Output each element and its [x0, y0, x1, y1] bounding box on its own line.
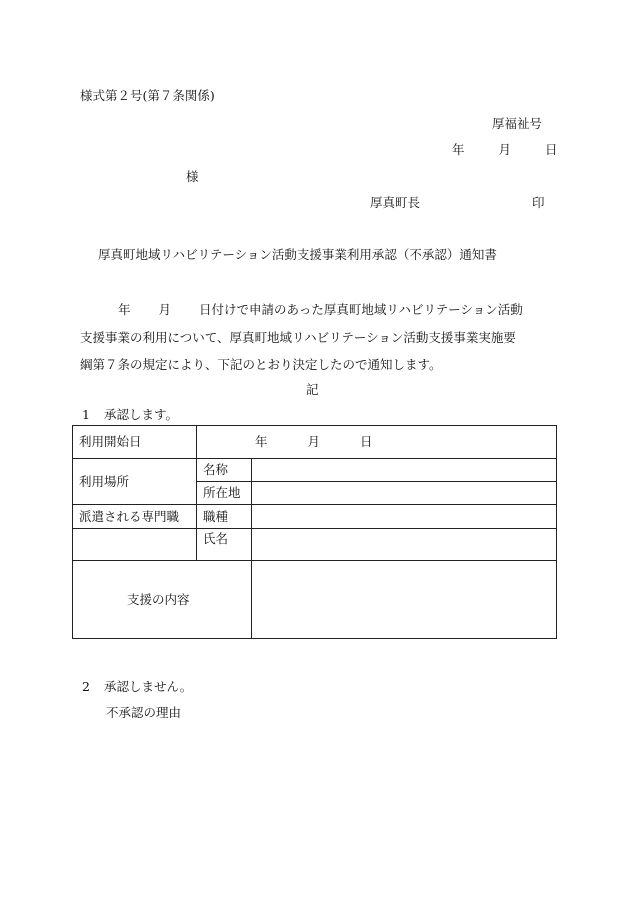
start-date-year: 年 — [255, 434, 268, 449]
section-1-heading — [82, 407, 178, 423]
rejection-reason-label: 不承認の理由 — [106, 705, 182, 720]
specialist-blank — [73, 529, 197, 561]
approval-details-table — [72, 425, 557, 639]
table-row — [73, 459, 557, 482]
start-date-month: 月 — [307, 434, 321, 449]
place-label: 利用場所 — [73, 459, 197, 505]
issuer: 厚真町長 — [370, 195, 421, 210]
table-row — [73, 529, 557, 561]
issue-date-day: 日 — [544, 142, 558, 157]
body-line-1-rest: 日付けで申請のあった厚真町地域リハビリテーション活動 — [199, 302, 523, 317]
place-name-value — [252, 459, 557, 482]
start-date-value — [197, 426, 557, 459]
support-content-label: 支援の内容 — [73, 561, 252, 639]
section-1-label: 承認します。 — [103, 407, 178, 422]
specialist-label: 派遣される専門職 — [73, 505, 197, 529]
start-date-label: 利用開始日 — [73, 426, 197, 459]
ki-heading: 記 — [306, 382, 319, 397]
issue-date-month: 月 — [498, 142, 511, 157]
body-year: 年 — [118, 302, 131, 317]
section-2-number: 2 — [82, 679, 90, 694]
occupation-value — [252, 505, 557, 529]
section-1-number: 1 — [82, 407, 90, 422]
body-line-1 — [80, 296, 560, 324]
reference-number: 厚福祉号 — [492, 116, 543, 131]
form-number: 様式第２号(第７条関係) — [80, 88, 215, 103]
section-2-label: 承認しません。 — [103, 679, 193, 694]
body-line-3: 綱第７条の規定により、下記のとおり決定したので通知します。 — [80, 357, 442, 372]
place-address-label: 所在地 — [197, 482, 252, 505]
issue-date — [452, 142, 557, 158]
place-name-label: 名称 — [197, 459, 252, 482]
body-month: 月 — [158, 302, 172, 317]
document-title: 厚真町地域リハビリテーション活動支援事業利用承認（不承認）通知書 — [98, 247, 497, 262]
occupation-label: 職種 — [197, 505, 252, 529]
support-content-value — [252, 561, 557, 639]
issue-date-year: 年 — [452, 142, 465, 157]
table-row — [73, 561, 557, 639]
person-name-label: 氏名 — [197, 529, 252, 561]
place-address-value — [252, 482, 557, 505]
start-date-day: 日 — [360, 434, 373, 449]
table-row — [73, 426, 557, 459]
seal-mark: 印 — [532, 195, 545, 210]
person-name-value — [252, 529, 557, 561]
recipient-suffix: 様 — [186, 169, 199, 184]
table-row — [73, 505, 557, 529]
body-line-2: 支援事業の利用について、厚真町地域リハビリテーション活動支援事業実施要 — [80, 330, 516, 345]
section-2-heading — [82, 679, 192, 695]
